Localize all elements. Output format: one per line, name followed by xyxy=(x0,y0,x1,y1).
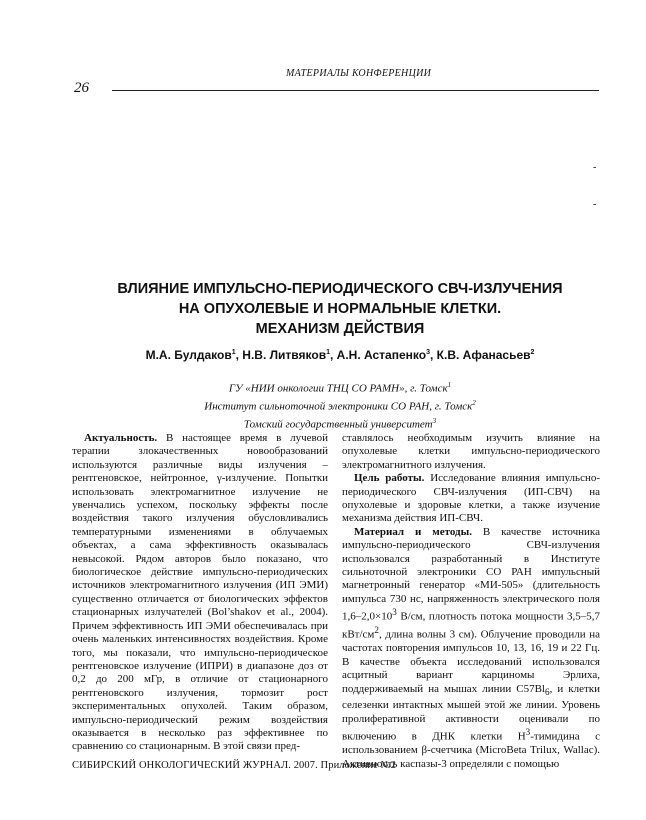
affiliation-line xyxy=(60,378,620,396)
section-heading: Актуальность. xyxy=(84,432,158,444)
section-heading: Материал и методы. xyxy=(354,525,472,538)
margin-mark: - xyxy=(593,162,597,173)
paragraph-text: , и клетки селезенки интактных мышей этой же линии. Уровень пролиферативной активности оценивали по включению в ДНК клетки Н xyxy=(342,682,600,743)
paragraph-continuation: ставлялось необходимым изучить влияние на опухолевые клетки импульсно-периодического электромагнитного излучения. xyxy=(342,432,600,471)
author-sup: 3 xyxy=(426,349,430,356)
section-heading: Цель работы. xyxy=(354,472,425,485)
paragraph-text: В качестве источника импульсно-периодического СВЧ-излучения использовался разработанный в Институте сильноточной электроники СО РАН импульсный магнетронный генератор «МИ-505» (длительность импульса 730 нс, напряженность электрического поля 1,6–2,0×10 xyxy=(342,525,600,623)
paragraph-text: В настоящее время в лучевой терапии злокачественных новообразований используются различные виды излучения – рентгеновское, нейтронное, γ-излучение. Попытки использовать электромагнитное излучение не увенчались успехом, поскольку эффекты после воздействия такого излучения обусловливались температурными изменениями в облучаемых объектах, а сама эффективность оказывалась невысокой. Рядом авторов было показано, что биологическое действие импульсно-периодических источников электромагнитного излучения (ИП ЭМИ) существенно отличается от биологических эффектов стационарных излучателей (Bol’shakov et al., 2004). Причем эффективность ИП ЭМИ обеспечивалась при очень маленьких интенсивностях воздействия. Кроме того, мы показали, что импульсно-периодическое рентгеновское излучение (ИПРИ) в диапазоне доз от 0,2 до 200 мГр, в отличие от стационарного рентгеновского излучения, тормозит рост экспериментальных опухолей. Таким образом, импульсно-периодический режим воздействия оказывается в несколько раз эффективнее по сравнению со стационарным. В этой связи пред- xyxy=(72,432,328,753)
header-rule xyxy=(112,90,599,91)
affiliation-line xyxy=(60,396,620,414)
page-number: 26 xyxy=(74,80,89,96)
affiliation-sup: 2 xyxy=(472,399,476,408)
author-sup: 1 xyxy=(231,349,236,356)
author-name: М.А. Булдаков xyxy=(145,348,232,362)
paragraph-text: Исследование влияния импульсно-периодического СВЧ-излучения (ИП-СВЧ) на опухолевые и здоровые клетки, а также изучение механизма действия ИП-СВЧ. xyxy=(342,472,600,525)
conference-header: МАТЕРИАЛЫ КОНФЕРЕНЦИИ xyxy=(286,68,432,79)
paragraph-methods xyxy=(342,526,600,771)
affiliation-text: Томский государственный университет xyxy=(243,418,433,431)
journal-footer: СИБИРСКИЙ ОНКОЛОГИЧЕСКИЙ ЖУРНАЛ. 2007. Приложение №2 xyxy=(72,760,397,771)
author-name: А.Н. Астапенко xyxy=(336,348,427,362)
paragraph-text: -тимидина с использованием β-счетчика (MicroBeta Trilux, Wallac). Активность каспазы-3 определяли с помощью xyxy=(342,730,600,770)
title-line: МЕХАНИЗМ ДЕЙСТВИЯ xyxy=(255,321,425,337)
right-column xyxy=(342,432,600,771)
paragraph-text: В/см, плотность потока мощности 3,5–5,7 кВт/см xyxy=(342,610,600,641)
margin-mark: - xyxy=(593,199,597,210)
superscript: 3 xyxy=(525,727,531,738)
left-column xyxy=(72,432,328,754)
author-sup: 2 xyxy=(530,349,535,356)
title-line: НА ОПУХОЛЕВЫЕ И НОРМАЛЬНЫЕ КЛЕТКИ. xyxy=(178,301,502,317)
article-title xyxy=(60,279,620,339)
title-line: ВЛИЯНИЕ ИМПУЛЬСНО-ПЕРИОДИЧЕСКОГО СВЧ-ИЗЛУЧЕНИЯ xyxy=(117,281,563,297)
affiliation-text: Институт сильноточной электроники СО РАН, г. Томск xyxy=(204,400,473,413)
affiliation-sup: 1 xyxy=(447,381,452,389)
superscript: 2 xyxy=(374,625,379,636)
affiliation-line xyxy=(60,414,620,432)
affiliations xyxy=(60,378,620,432)
affiliation-sup: 3 xyxy=(432,417,437,426)
paragraph-text: , длина волны 3 см). Облучение проводили на частотах повторения импульсов 10, 13, 16, 19 и 22 Гц. В качестве объекта исследований использовался асцитный вариант карциномы Эрлиха, поддерживаемый на мышах линии C57Bl xyxy=(342,629,600,695)
subscript: 6 xyxy=(545,686,550,697)
author-list: М.А. Булдаков$^1$, Н.В. Литвяков$^1$, А.Н. Астапенко$^3$, К.В. Афанасьев$^2$ xyxy=(145,348,535,362)
author-name: К.В. Афанасьев xyxy=(436,348,531,362)
author-sup: 1 xyxy=(326,349,330,356)
paragraph-relevance xyxy=(72,432,328,754)
author-name: Н.В. Литвяков xyxy=(242,348,327,362)
superscript: 3 xyxy=(392,607,397,618)
paragraph-aim xyxy=(342,472,600,526)
affiliation-text: ГУ «НИИ онкологии ТНЦ СО РАМН», г. Томск xyxy=(228,382,448,395)
